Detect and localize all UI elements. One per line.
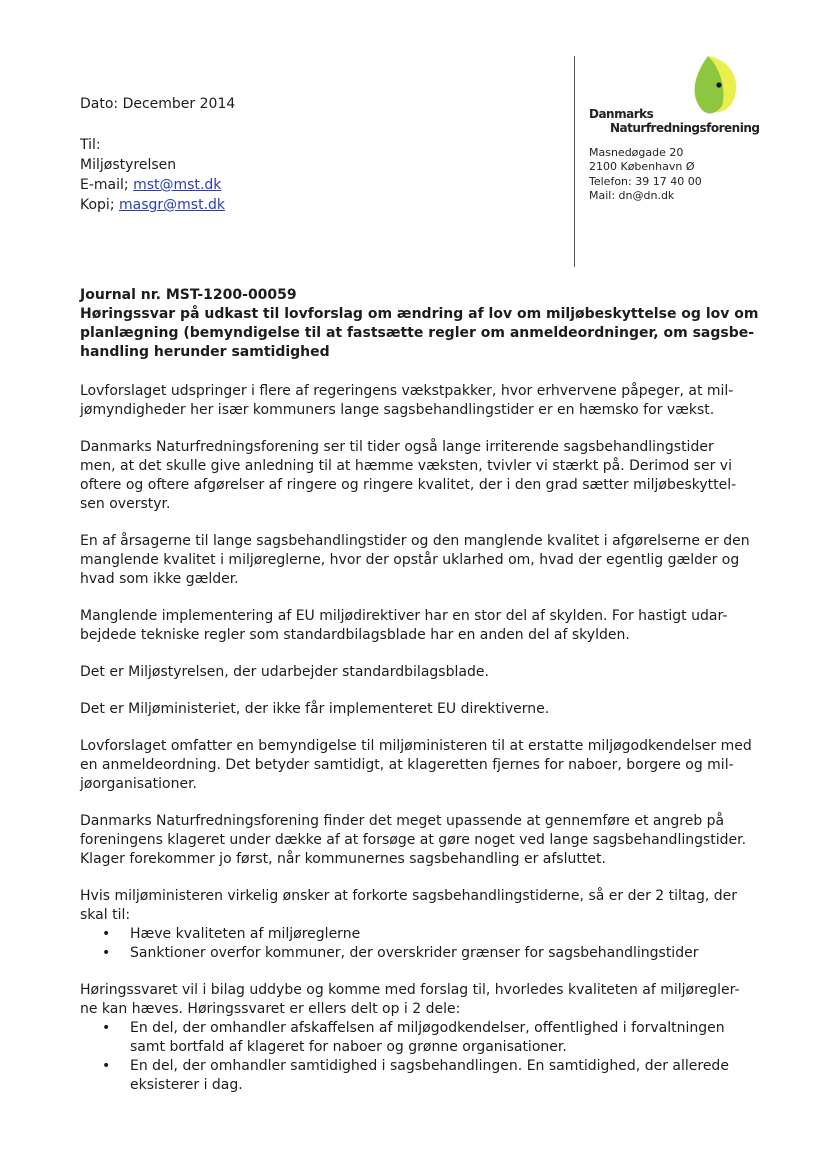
org-city: 2100 København Ø (589, 160, 695, 174)
subject-line-3: handling herunder samtidighed (80, 344, 330, 360)
to-label: Til: (80, 137, 101, 153)
subject-line-2: planlægning (bemyndigelse til at fastsætte regler om anmeldeordninger, om sagsbe- (80, 325, 755, 341)
list-item: • En del, der omhandler afskaffelsen af miljøgodkendelser, offentlighed i forvaltningen samt bortfald af klageret for naboer og grønne organisationer. (80, 1019, 760, 1057)
paragraph: Det er Miljøministeriet, der ikke får implementeret EU direktiverne. (80, 701, 550, 717)
bullet-list (80, 1019, 760, 1095)
paragraph: En af årsagerne til lange sagsbehandlingstider og den manglende kvalitet i afgørelserne er den manglende kvalitet i miljøreglerne, hvor der opstår uklarhed om, hvad der egentlig gælder og hvad som ikke gælder. (80, 533, 750, 587)
org-street: Masnedøgade 20 (589, 146, 684, 159)
paragraph: Hvis miljøministeren virkelig ønsker at forkorte sagsbehandlingstiderne, så er der 2 tiltag, der skal til: (80, 888, 738, 923)
paragraph: Danmarks Naturfredningsforening ser til tider også lange irriterende sagsbehandlingstider men, at det skulle give anledning til at hæmme væksten, tvivler vi stærkt på. Derimod ser vi oftere og oftere afgørelser af ringere og ringere kvalitet, der i den grad sætter miljøbeskyttel- sen overstyr. (80, 439, 737, 512)
copy-line (80, 195, 235, 215)
journal-number: Journal nr. MST-1200-00059 (80, 287, 297, 303)
email-label: E-mail; (80, 177, 134, 193)
paragraph: Høringssvaret vil i bilag uddybe og komme med forslag til, hvorledes kvaliteten af miljøregler- ne kan hæves. Høringssvaret er ellers delt op i 2 dele: (80, 982, 740, 1017)
org-address-block (589, 146, 702, 203)
org-name-line2: Naturfredningsforening (610, 121, 760, 135)
email-link[interactable]: mst@mst.dk (133, 177, 222, 193)
subject-line-1: Høringssvar på udkast til lovforslag om ændring af lov om miljøbeskyttelse og lov om (80, 306, 759, 322)
list-item: • En del, der omhandler samtidighed i sagsbehandlingen. En samtidighed, der allerede eksisterer i dag. (80, 1057, 760, 1095)
recipient-name: Miljøstyrelsen (80, 157, 177, 173)
list-item: • Sanktioner overfor kommuner, der overskrider grænser for sagsbehandlingstider (80, 944, 760, 963)
org-phone: Telefon: 39 17 40 00 (589, 174, 702, 188)
paragraph: Danmarks Naturfredningsforening finder det meget upassende at gennemføre et angreb på foreningens klageret under dække af at forsøge at gøre noget ved lange sagsbehandlingstider. Klager forekommer jo først, når kommunernes sagsbehandling er afsluttet. (80, 813, 747, 867)
bullet-list (80, 925, 760, 963)
paragraph: Lovforslaget udspringer i flere af regeringens vækstpakker, hvor erhvervene påpeger, at mil- jømyndigheder her især kommuners lange sagsbehandlingstider er en hæmsko for vækst. (80, 383, 734, 418)
org-mail: Mail: dn@dn.dk (589, 188, 675, 202)
letter-body (80, 286, 760, 1095)
paragraph: Det er Miljøstyrelsen, der udarbejder standardbilagsblade. (80, 664, 489, 680)
copy-label: Kopi; (80, 197, 119, 213)
header-divider (574, 56, 575, 267)
list-item: • Hæve kvaliteten af miljøreglerne (80, 925, 760, 944)
butterfly-logo-icon (686, 54, 738, 116)
email-line (80, 175, 235, 195)
paragraph: Lovforslaget omfatter en bemyndigelse til miljøministeren til at erstatte miljøgodkendelser med en anmeldeordning. Det betyder samtidigt, at klageretten fjernes for naboer, borgere og mil- jøorganisationer. (80, 738, 752, 792)
org-name-line1: Danmarks (589, 107, 654, 121)
recipient-block (80, 94, 235, 215)
copy-email-link[interactable]: masgr@mst.dk (119, 197, 226, 213)
date-line: Dato: December 2014 (80, 96, 236, 112)
paragraph: Manglende implementering af EU miljødirektiver har en stor del af skylden. For hastigt udar- bejdede tekniske regler som standardbilagsblade har en anden del af skylden. (80, 608, 728, 643)
